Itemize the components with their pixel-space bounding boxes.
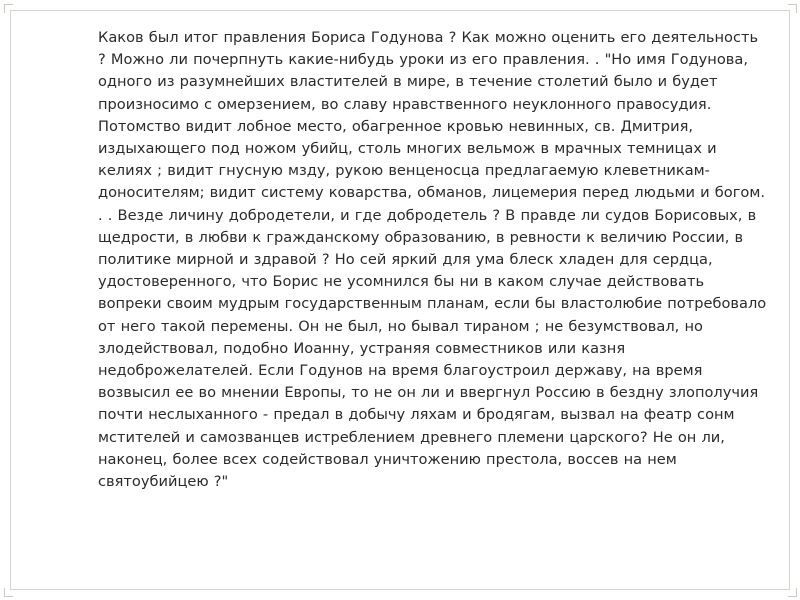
slide-body-text: Каков был итог правления Бориса Годунова ? Как можно оценить его деятельность ? Можно ли почерпнуть какие-нибудь уроки из его правления. . "Но имя Годунова, одного из разумнейших властителей в мире, в течение столетий было и будет произносимо с омерзением, во славу нравственного неуклонного правосудия. Потомство видит лобное место, обагренное кровью невинных, св. Дмитрия, издыхающего под ножом убийц, столь многих вельмож в мрачных темницах и келиях ; видит гнусную мзду, рукою венценосца предлагаемую клеветникам-доносителям; видит систему коварства, обманов, лицемерия перед людьми и богом. . . Везде личину добродетели, и где добродетель ? В правде ли судов Борисовых, в щедрости, в любви к гражданскому образованию, в ревности к величию России, в политике мирной и здравой ? Но сей яркий для ума блеск хладен для сердца, удостоверенного, что Борис не усомнился бы ни в каком случае действовать вопреки своим мудрым государственным планам, если бы властолюбие потребовало от него такой перемены. Он не был, но бывал тираном ; не безумствовал, но злодействовал, подобно Иоанну, устраняя совместников или казня недоброжелателей. Если Годунов на время благоустроил державу, на время возвысил ее во мнении Европы, то не он ли и ввергнул Россию в бездну злополучия почти неслыханного - предал в добычу ляхам и бродягам, вызвал на феатр сонм мстителей и самозванцев истреблением древнего племени царского? Не он ли, наконец, более всех содействовал уничтожению престола, воссев на нем святоубийцею ?" bbox=[98, 29, 767, 491]
corner-mark-bottom-right bbox=[788, 588, 797, 597]
slide-frame-left bbox=[10, 10, 11, 590]
slide-frame-bottom bbox=[10, 589, 790, 590]
corner-mark-bottom-left bbox=[4, 588, 13, 597]
corner-mark-top-left bbox=[4, 4, 13, 13]
slide-frame-right bbox=[789, 10, 790, 590]
slide-frame-top bbox=[10, 10, 790, 11]
corner-mark-top-right bbox=[788, 4, 797, 13]
